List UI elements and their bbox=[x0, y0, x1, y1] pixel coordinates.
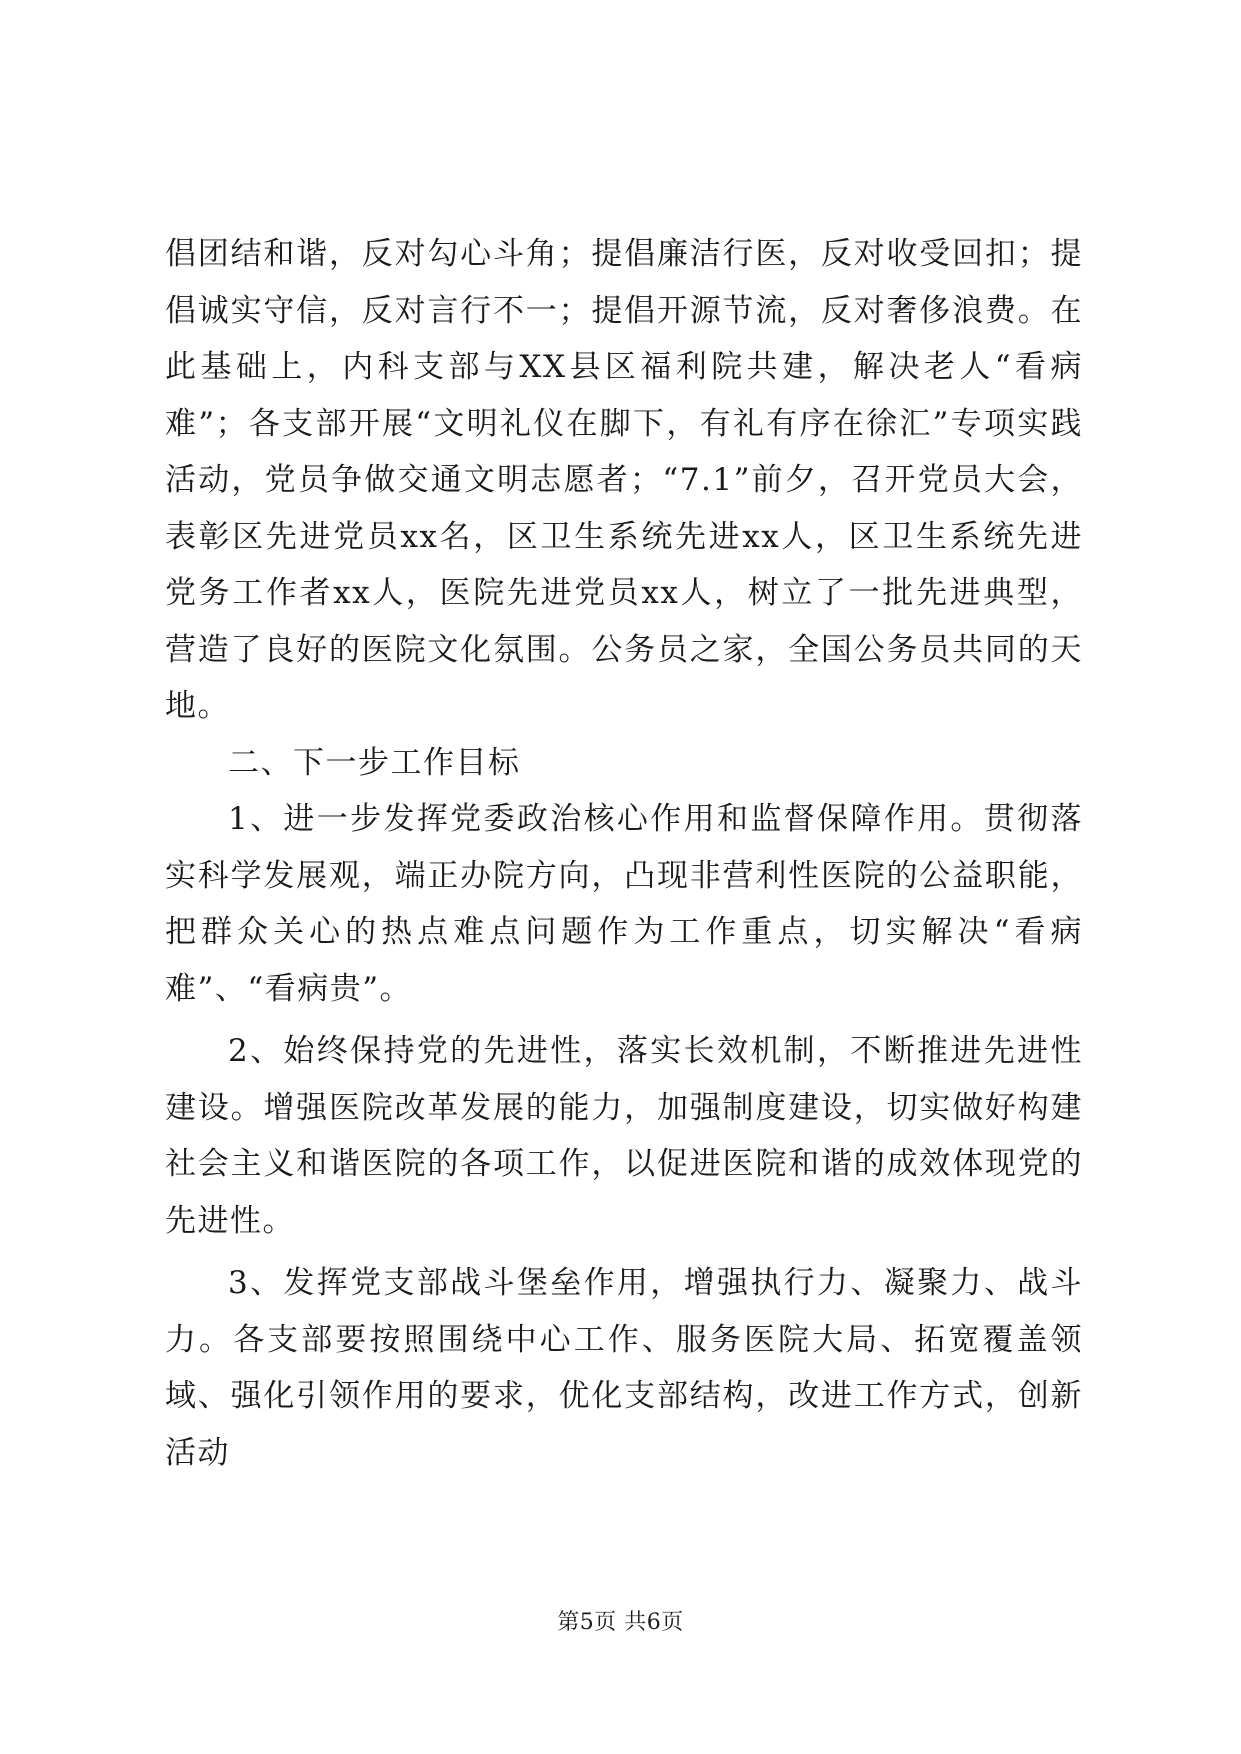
page-footer: 第5页 共6页 bbox=[557, 1610, 684, 1635]
paragraph-continuation: 倡团结和谐，反对勾心斗角；提倡廉洁行医，反对收受回扣；提倡诚实守信，反对言行不一；提倡开源节流，反对奢侈浪费。在此基础上，内科支部与XX县区福利院共建，解决老人“看病难”；各支部开展“文明礼仪在脚下，有礼有序在徐汇”专项实践活动，党员争做交通文明志愿者；“7.1”前夕，召开党员大会，表彰区先进党员xx名，区卫生系统先进xx人，区卫生系统先进党务工作者xx人，医院先进党员xx人，树立了一批先进典型，营造了良好的医院文化氛围。公务员之家，全国公务员共同的天地。 bbox=[165, 236, 1083, 724]
section-heading: 二、下一步工作目标 bbox=[228, 744, 521, 781]
paragraph-item-1: 1、进一步发挥党委政治核心作用和监督保障作用。贯彻落实科学发展观，端正办院方向，凸现非营利性医院的公益职能，把群众关心的热点难点问题作为工作重点，切实解决“看病难”、“看病贵”。 bbox=[165, 801, 1083, 1007]
document-body bbox=[165, 226, 1083, 1481]
paragraph-item-2: 2、始终保持党的先进性，落实长效机制，不断推进先进性建设。增强医院改革发展的能力，加强制度建设，切实做好构建社会主义和谐医院的各项工作，以促进医院和谐的成效体现党的先进性。 bbox=[165, 1033, 1083, 1239]
paragraph-item-3: 3、发挥党支部战斗堡垒作用，增强执行力、凝聚力、战斗力。各支部要按照围绕中心工作、服务医院大局、拓宽覆盖领域、强化引领作用的要求，优化支部结构，改进工作方式，创新活动 bbox=[165, 1265, 1083, 1471]
